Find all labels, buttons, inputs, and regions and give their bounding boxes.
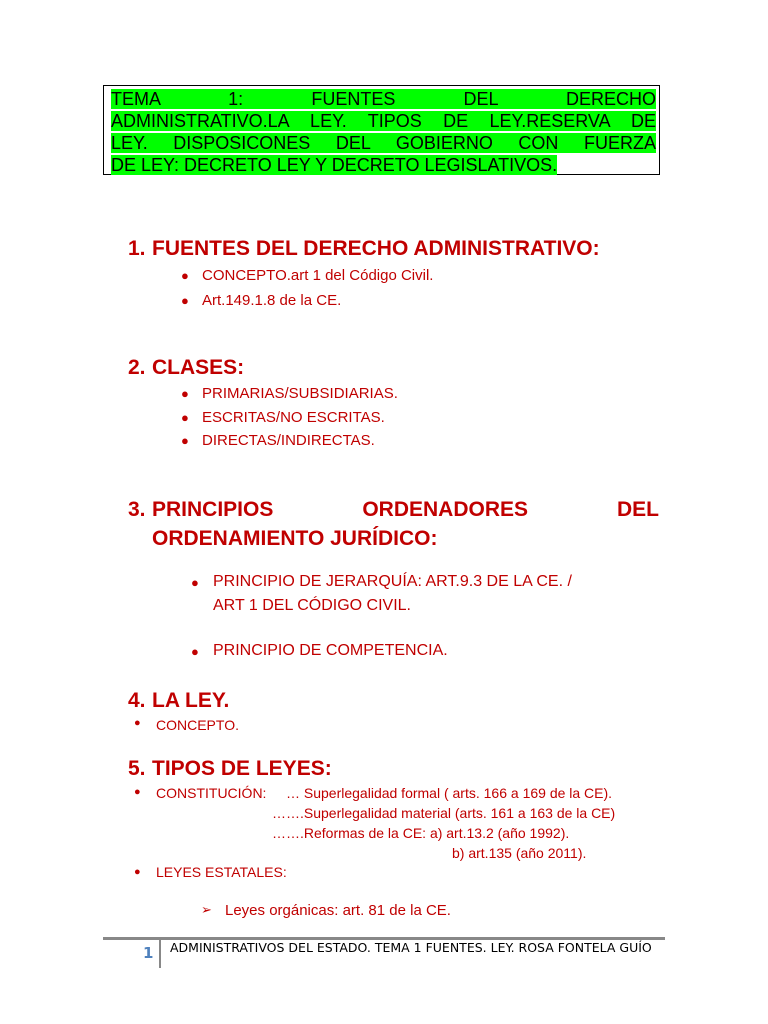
bullet-icon: ● [181,268,189,283]
constitucion-line-3: …….Reformas de la CE: a) art.13.2 (año 1992). [272,825,570,841]
section-3-title-line-2: ORDENAMIENTO JURÍDICO: [152,527,438,550]
section-2-heading: 2. CLASES: [128,356,245,379]
list-item: PRINCIPIO DE JERARQUÍA: ART.9.3 DE LA CE. / [213,573,572,590]
footer-separator [159,940,161,968]
constitucion-line-2: …….Superlegalidad material (arts. 161 a 163 de la CE) [272,805,616,821]
arrow-bullet-icon: ➢ [201,902,212,917]
bullet-icon: ● [181,386,189,401]
list-item-continuation: ART 1 DEL CÓDIGO CIVIL. [213,597,411,614]
list-item: PRIMARIAS/SUBSIDIARIAS. [202,385,398,402]
list-item: PRINCIPIO DE COMPETENCIA. [213,642,448,659]
title-line-3: LEY. DISPOSICONES DEL GOBIERNO CON FUERZA [111,133,656,153]
section-3-heading: 3. PRINCIPIOS ORDENADORES DEL [128,498,659,521]
bullet-icon: ● [134,717,141,729]
list-item: DIRECTAS/INDIRECTAS. [202,432,375,449]
constitucion-line-1: … Superlegalidad formal ( arts. 166 a 169 de la CE). [286,785,613,801]
list-item: ESCRITAS/NO ESCRITAS. [202,409,385,426]
title-line-2: ADMINISTRATIVO.LA LEY. TIPOS DE LEY.RESERVA DE [111,111,656,131]
list-item: CONCEPTO. [156,717,239,733]
bullet-icon: ● [191,575,199,590]
bullet-icon: ● [181,410,189,425]
bullet-icon: ● [134,786,141,798]
section-5-heading: 5. TIPOS DE LEYES: [128,757,332,780]
section-4-heading: 4. LA LEY. [128,689,230,712]
section-1-heading: 1. FUENTES DEL DERECHO ADMINISTRATIVO: [128,237,600,260]
title-line-1: TEMA 1: FUENTES DEL DERECHO [111,89,656,109]
title-box [103,85,660,175]
constitucion-label: CONSTITUCIÓN: [156,785,267,801]
list-item: LEYES ESTATALES: [156,864,287,880]
title-line-4: DE LEY: DECRETO LEY Y DECRETO LEGISLATIVOS. [111,155,558,175]
page-number: 1 [143,944,154,962]
list-item: CONCEPTO.art 1 del Código Civil. [202,267,434,284]
section-3-title-line-1: PRINCIPIOS ORDENADORES DEL [152,498,659,521]
bullet-icon: ● [181,433,189,448]
bullet-icon: ● [191,644,199,659]
list-item: Leyes orgánicas: art. 81 de la CE. [225,902,451,919]
footer-text: ADMINISTRATIVOS DEL ESTADO. TEMA 1 FUENTES. LEY. ROSA FONTELA GUÍO [170,940,652,955]
bullet-icon: ● [181,293,189,308]
list-item: Art.149.1.8 de la CE. [202,292,342,309]
constitucion-line-4: b) art.135 (año 2011). [452,845,587,861]
bullet-icon: ● [134,866,141,878]
